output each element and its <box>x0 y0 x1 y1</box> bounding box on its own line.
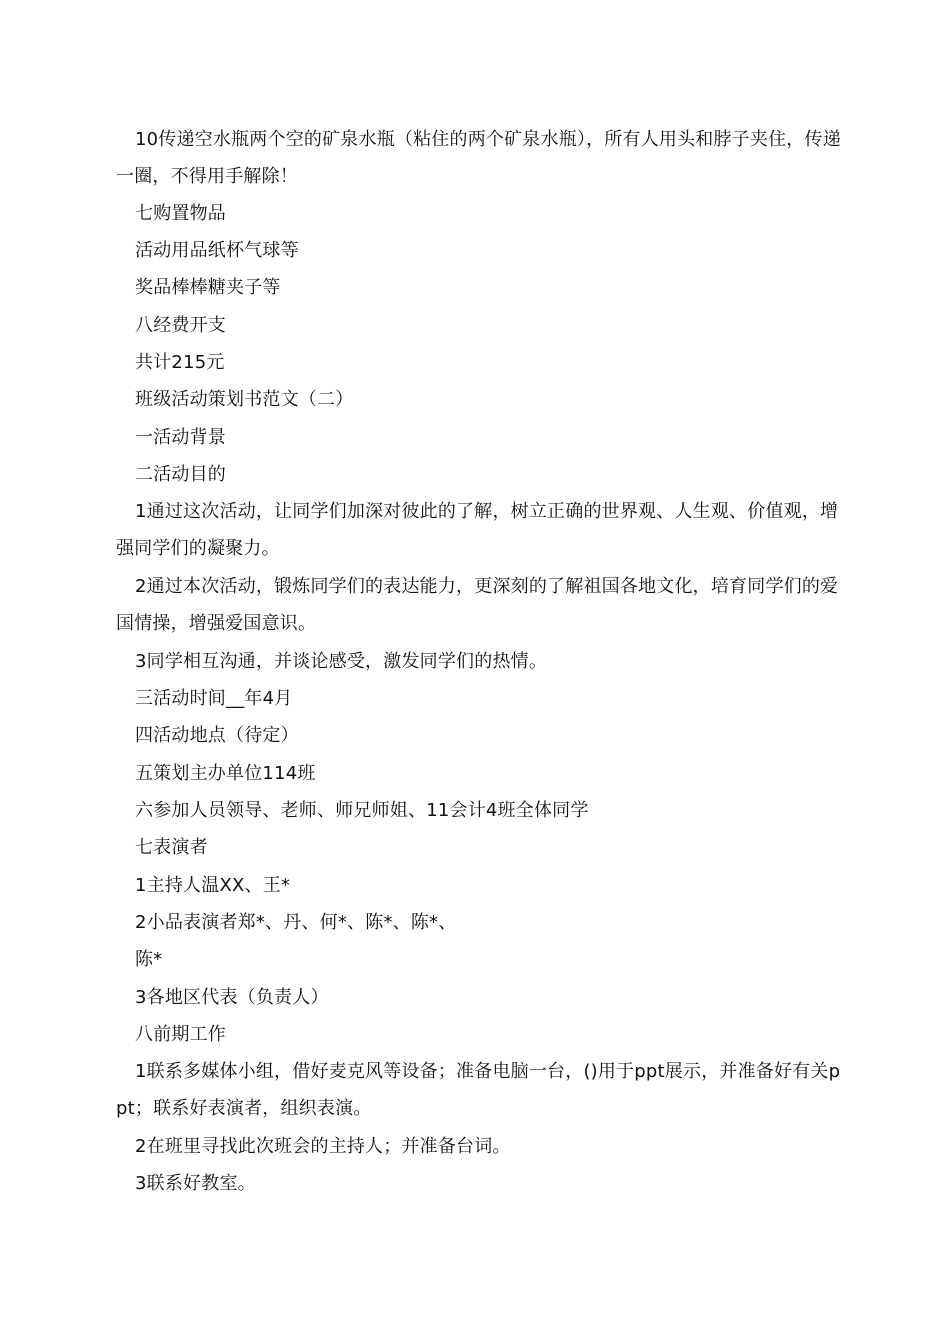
heading-purpose: 二活动目的 <box>135 464 226 485</box>
paragraph-hosts: 1主持人温XX、王* <box>135 875 291 896</box>
paragraph-skit-performers: 2小品表演者郑*、丹、何*、陈*、陈*、 <box>135 912 457 933</box>
heading-purchase-items: 七购置物品 <box>135 203 226 224</box>
heading-participants: 六参加人员领导、老师、师兄师姐、11会计4班全体同学 <box>135 800 589 821</box>
paragraph-total-cost: 共计215元 <box>135 352 225 373</box>
paragraph-prep-2: 2在班里寻找此次班会的主持人；并准备台词。 <box>135 1136 511 1157</box>
heading-performers: 七表演者 <box>135 837 208 858</box>
paragraph-prep-3: 3联系好教室。 <box>135 1173 256 1194</box>
paragraph-regional-reps: 3各地区代表（负责人） <box>135 987 329 1008</box>
heading-expenses: 八经费开支 <box>135 315 226 336</box>
heading-location: 四活动地点（待定） <box>135 725 299 746</box>
paragraph-prizes: 奖品棒棒糖夹子等 <box>135 277 281 298</box>
paragraph-purpose-1: 1通过这次活动，让同学们加深对彼此的了解，树立正确的世界观、人生观、价值观，增强同学们的凝聚力。 <box>116 501 839 559</box>
paragraph-item-10-water-bottle: 10传递空水瓶两个空的矿泉水瓶（粘住的两个矿泉水瓶），所有人用头和脖子夹住，传递一圈，不得用手解除！ <box>116 129 841 187</box>
heading-time: 三活动时间__年4月 <box>135 688 293 709</box>
paragraph-prep-1: 1联系多媒体小组，借好麦克风等设备；准备电脑一台，()用于ppt展示，并准备好有关ppt；联系好表演者，组织表演。 <box>116 1061 841 1119</box>
paragraph-purpose-3: 3同学相互沟通，并谈论感受，激发同学们的热情。 <box>135 651 548 672</box>
paragraph-activity-supplies: 活动用品纸杯气球等 <box>135 240 299 261</box>
paragraph-skit-performers-cont: 陈* <box>135 949 163 970</box>
heading-background: 一活动背景 <box>135 427 226 448</box>
heading-organizer: 五策划主办单位114班 <box>135 763 316 784</box>
heading-sample-two: 班级活动策划书范文（二） <box>135 389 354 410</box>
paragraph-purpose-2: 2通过本次活动，锻炼同学们的表达能力，更深刻的了解祖国各地文化，培育同学们的爱国情操，增强爱国意识。 <box>116 576 839 634</box>
heading-preparation: 八前期工作 <box>135 1024 226 1045</box>
